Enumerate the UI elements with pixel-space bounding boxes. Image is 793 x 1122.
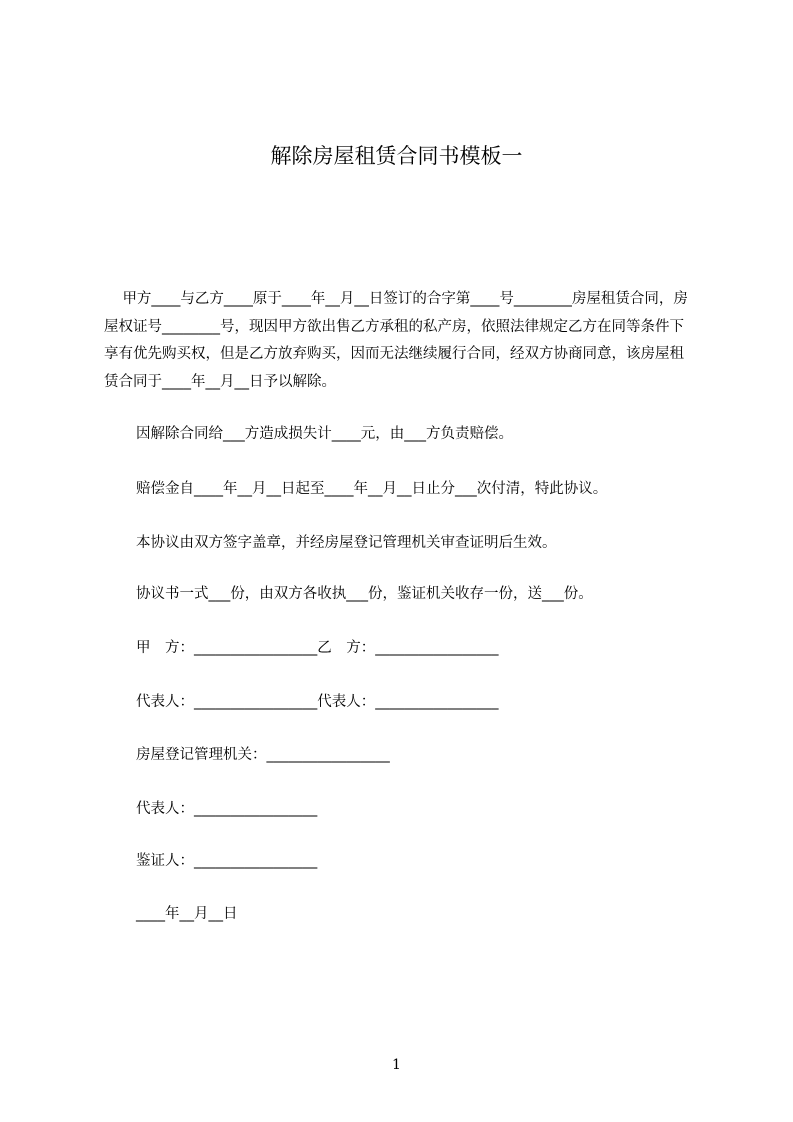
representative-signature-line: 代表人：_________________代表人：_________________ xyxy=(136,694,499,710)
payment-schedule-clause: 赔偿金自____年__月__日起至____年__月__日止分___次付清，特此协议。 xyxy=(136,481,608,497)
intro-paragraph: 甲方____与乙方____原于____年__月__日签订的合字第____号________房屋租赁合同，房屋权证号________号，现因甲方欲出售乙方承租的私产房，依照法律规定乙方在同等条件下享有优先购买权，但是乙方放弃购买，因而无法继续履行合同，经双方协商同意，该房屋租赁合同于____年__月__日予以解除。 xyxy=(104,291,688,390)
registry-authority-line: 房屋登记管理机关：_________________ xyxy=(136,747,390,763)
compensation-clause: 因解除合同给___方造成损失计____元，由___方负责赔偿。 xyxy=(136,426,513,442)
witness-line: 鉴证人：_________________ xyxy=(136,853,318,869)
document-title: 解除房屋租赁合同书模板一 xyxy=(270,144,523,168)
page-number: 1 xyxy=(392,1057,401,1073)
effectiveness-clause: 本协议由双方签字盖章，并经房屋登记管理机关审查证明后生效。 xyxy=(136,535,557,551)
party-signature-line: 甲 方：_________________乙 方：_________________ xyxy=(136,640,499,656)
date-line: ____年__月__日 xyxy=(136,906,238,922)
authority-representative-line: 代表人：_________________ xyxy=(136,801,318,817)
copies-clause: 协议书一式___份，由双方各收执___份，鉴证机关收存一份，送___份。 xyxy=(136,586,593,602)
